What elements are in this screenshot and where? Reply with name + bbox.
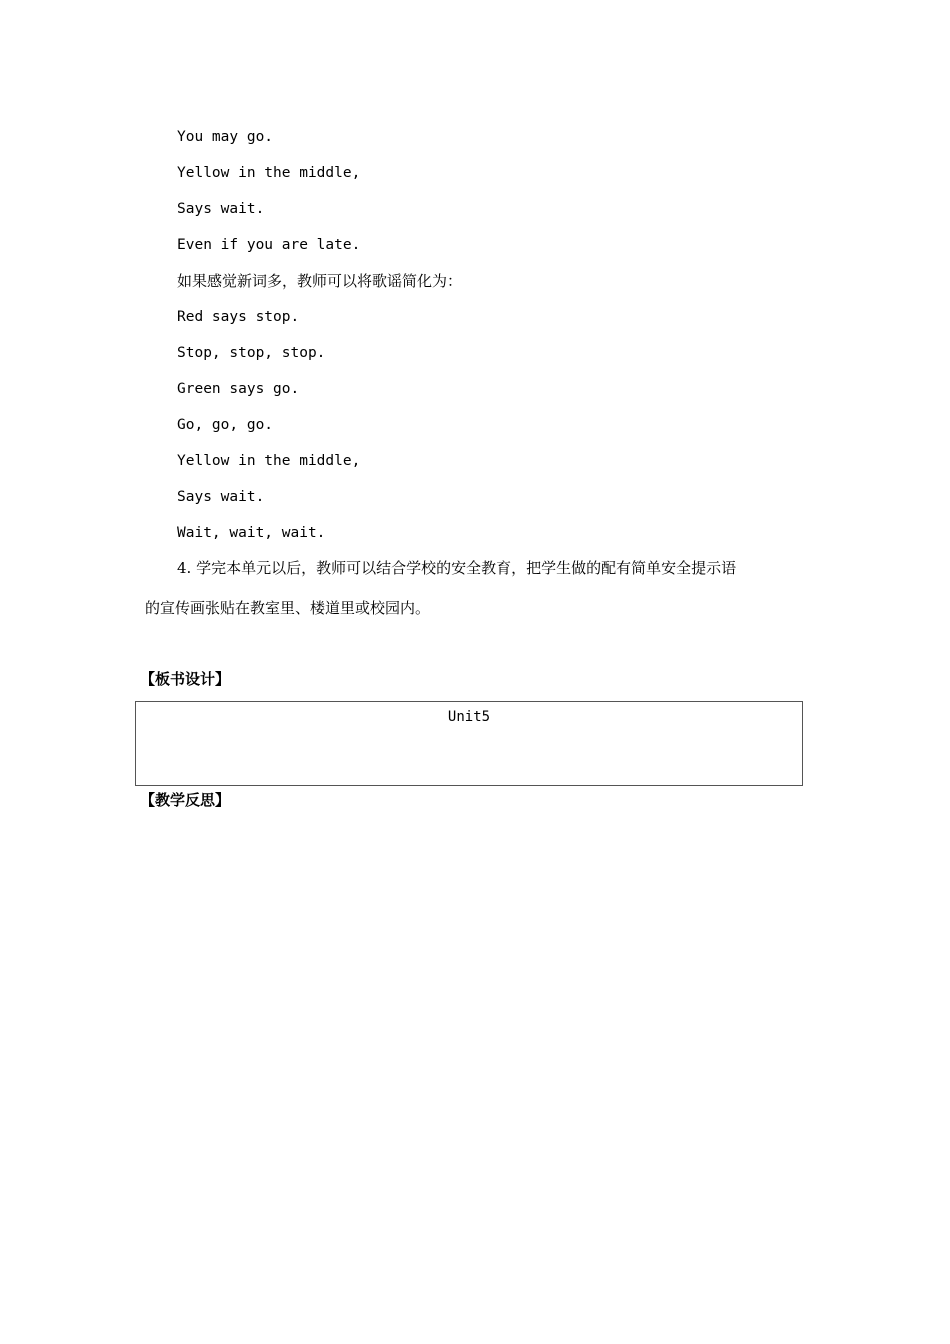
reflection-heading: 【教学反思】 xyxy=(140,791,231,809)
activity-4-line-1: 4. 学完本单元以后，教师可以结合学校的安全教育，把学生做的配有简单安全提示语 xyxy=(177,559,737,577)
board-design-box xyxy=(135,701,803,786)
board-design-title: Unit5 xyxy=(447,709,491,725)
song-full-line-2: Yellow in the middle, xyxy=(177,165,361,181)
song-full-line-3: Says wait. xyxy=(177,201,265,217)
song-simplified-line-7: Wait, wait, wait. xyxy=(177,525,326,541)
board-design-heading: 【板书设计】 xyxy=(140,670,231,688)
song-simplified-line-5: Yellow in the middle, xyxy=(177,453,361,469)
song-full-line-1: You may go. xyxy=(177,129,274,145)
song-simplified-line-2: Stop, stop, stop. xyxy=(177,345,326,361)
song-simplified-line-3: Green says go. xyxy=(177,381,300,397)
song-simplified-line-6: Says wait. xyxy=(177,489,265,505)
simplify-note: 如果感觉新词多，教师可以将歌谣简化为： xyxy=(177,272,463,290)
activity-4-line-2: 的宣传画张贴在教室里、楼道里或校园内。 xyxy=(145,599,431,617)
song-full-line-4: Even if you are late. xyxy=(177,237,361,253)
song-simplified-line-1: Red says stop. xyxy=(177,309,300,325)
song-simplified-line-4: Go, go, go. xyxy=(177,417,274,433)
